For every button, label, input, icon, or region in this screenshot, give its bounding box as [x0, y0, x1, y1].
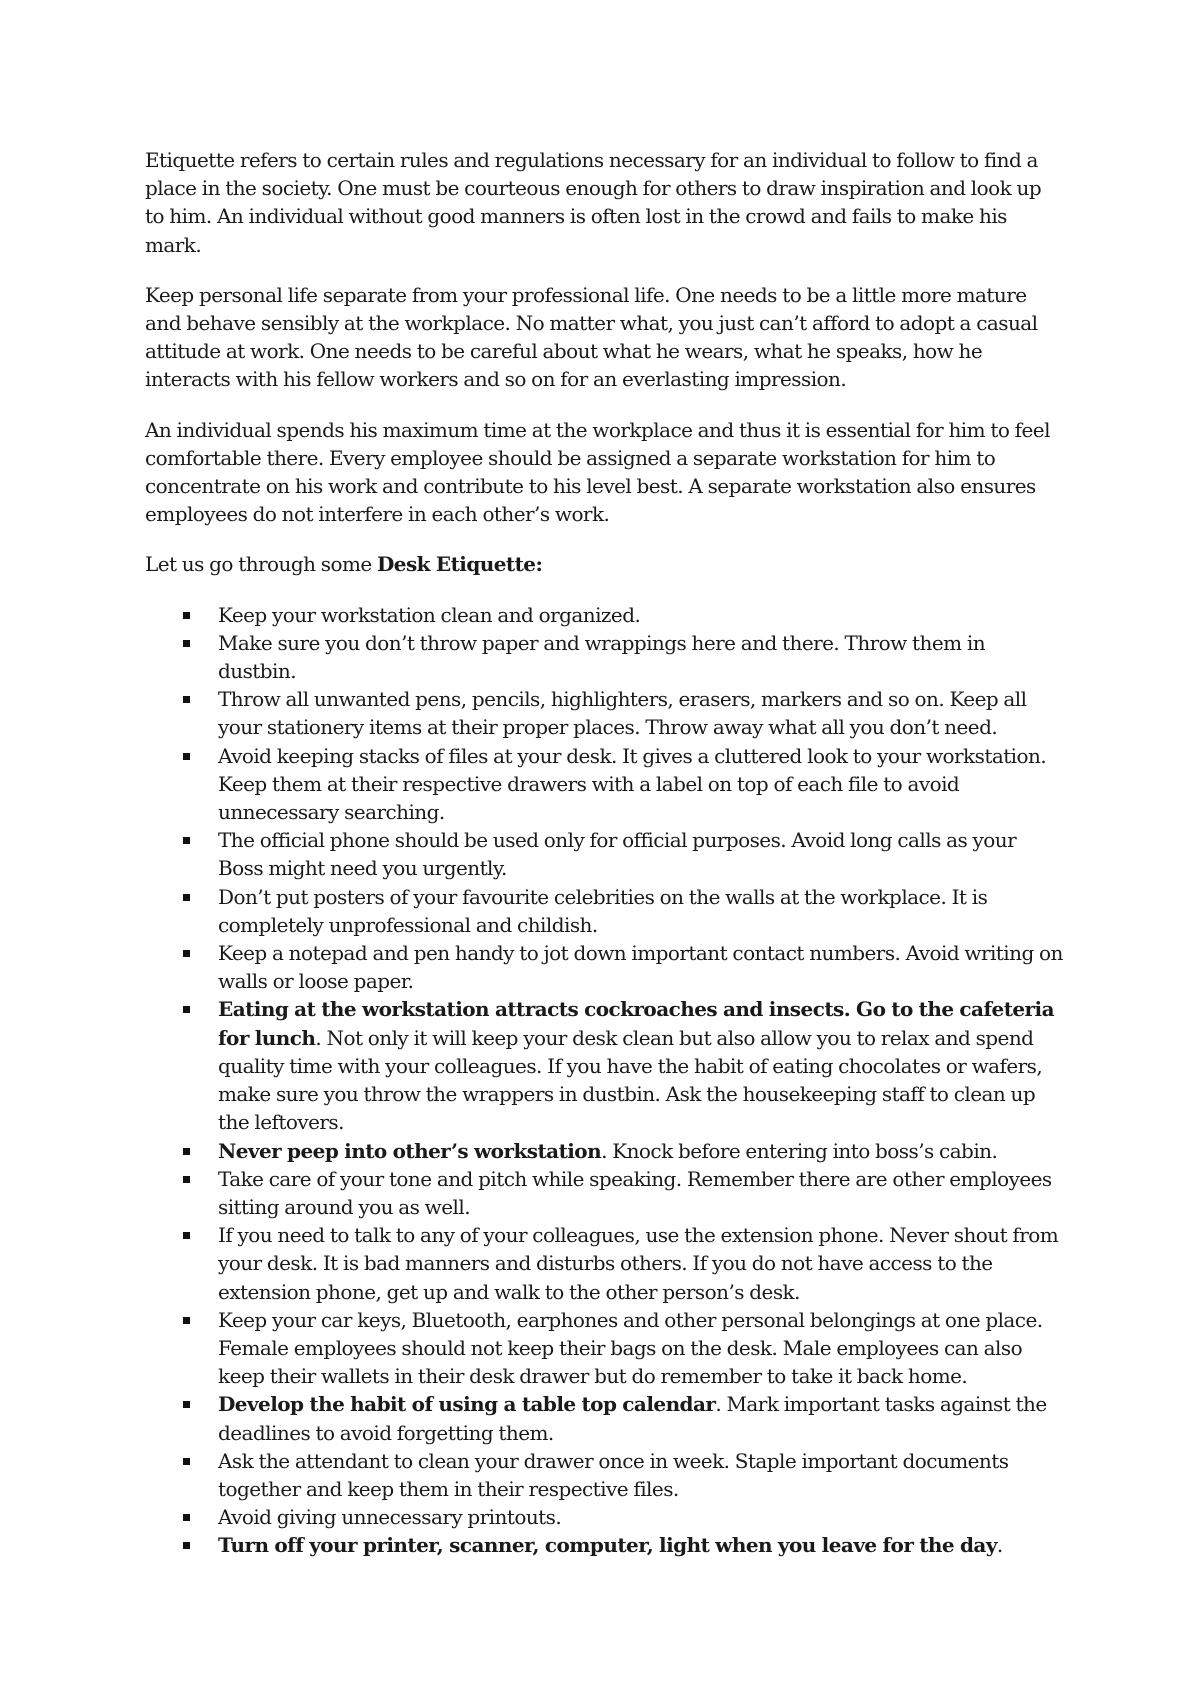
intro-text: Let us go through some — [145, 552, 377, 577]
list-item-text: . Knock before entering into boss’s cabin. — [601, 1138, 998, 1163]
list-item-text: . Not only it will keep your desk clean but also allow you to relax and spend quality time with your colleagues. If you have the habit of eating chocolates or wafers, make sure you throw the wrappers in dustbin. Ask the housekeeping staff to clean up the leftovers. — [218, 1025, 1043, 1135]
square-bullet-icon — [183, 1148, 190, 1155]
list-item-bold: Turn off your printer, scanner, computer, light when you leave for the day — [218, 1533, 997, 1558]
square-bullet-icon — [183, 1317, 190, 1324]
list-item — [145, 685, 1065, 741]
list-item — [145, 1165, 1065, 1221]
list-item — [145, 1390, 1065, 1446]
square-bullet-icon — [183, 640, 190, 647]
square-bullet-icon — [183, 894, 190, 901]
square-bullet-icon — [183, 612, 190, 619]
list-item — [145, 1221, 1065, 1306]
square-bullet-icon — [183, 1514, 190, 1521]
paragraph-3: An individual spends his maximum time at the workplace and thus it is essential for him to feel comfortable there. Every employee should be assigned a separate workstation for him to concentrate on his work and contribute to his level best. A separate workstation also ensures employees do not interfere in each other’s work. — [145, 417, 1050, 527]
square-bullet-icon — [183, 696, 190, 703]
list-item-text: The official phone should be used only for official purposes. Avoid long calls as your Boss might need you urgently. — [218, 828, 1017, 881]
list-item-text: Keep your workstation clean and organized. — [218, 602, 641, 627]
list-item — [145, 995, 1065, 1136]
list-item-bold: Develop the habit of using a table top calendar — [218, 1392, 716, 1417]
list-item — [145, 1531, 1065, 1559]
list-item — [145, 1306, 1065, 1391]
square-bullet-icon — [183, 753, 190, 760]
list-item — [145, 629, 1065, 685]
list-item-text: Keep a notepad and pen handy to jot down important contact numbers. Avoid writing on walls or loose paper. — [218, 941, 1063, 994]
list-item-text: Don’t put posters of your favourite celebrities on the walls at the workplace. It is completely unprofessional and childish. — [218, 884, 988, 937]
list-item-text: Keep your car keys, Bluetooth, earphones and other personal belongings at one place. Female employees should not keep their bags on the desk. Male employees can also keep their wallets in their desk drawer but do remember to take it back home. — [218, 1307, 1043, 1389]
list-item-text: Avoid keeping stacks of files at your desk. It gives a cluttered look to your workstation. Keep them at their respective drawers with a label on top of each file to avoid unnecessary searching. — [218, 743, 1047, 825]
list-item-text: Throw all unwanted pens, pencils, highlighters, erasers, markers and so on. Keep all your stationery items at their proper places. Throw away what all you don’t need. — [218, 687, 1027, 740]
list-item — [145, 742, 1065, 827]
list-item — [145, 1503, 1065, 1531]
square-bullet-icon — [183, 1458, 190, 1465]
square-bullet-icon — [183, 1542, 190, 1549]
list-item-text: Avoid giving unnecessary printouts. — [218, 1505, 562, 1530]
square-bullet-icon — [183, 1401, 190, 1408]
list-item — [145, 1447, 1065, 1503]
list-item-text: Make sure you don’t throw paper and wrappings here and there. Throw them in dustbin. — [218, 630, 986, 684]
list-item — [145, 826, 1065, 882]
square-bullet-icon — [183, 837, 190, 844]
square-bullet-icon — [183, 1232, 190, 1239]
list-item-text: Ask the attendant to clean your drawer once in week. Staple important documents together and keep them in their respective files. — [218, 1448, 1009, 1501]
document-page — [145, 146, 1065, 1560]
desk-etiquette-list — [145, 601, 1065, 1560]
list-item-text: . — [996, 1533, 1003, 1558]
list-item-text: Take care of your tone and pitch while speaking. Remember there are other employees sitting around you as well. — [218, 1166, 1052, 1219]
list-item — [145, 1137, 1065, 1165]
paragraph-2: Keep personal life separate from your professional life. One needs to be a little more mature and behave sensibly at the workplace. No matter what, you just can’t afford to adopt a casual attitude at work. One needs to be careful about what he wears, what he speaks, how he interacts with his fellow workers and so on for an everlasting impression. — [145, 282, 1038, 392]
list-item-bold: Eating at the workstation attracts cockroaches and insects. Go to the cafeteria for lunch — [218, 997, 1055, 1050]
square-bullet-icon — [183, 1006, 190, 1013]
list-item — [145, 883, 1065, 939]
square-bullet-icon — [183, 950, 190, 957]
intro-heading: Desk Etiquette: — [376, 552, 543, 577]
list-item — [145, 601, 1065, 629]
intro-line — [145, 550, 1065, 578]
paragraph-1: Etiquette refers to certain rules and regulations necessary for an individual to follow to find a place in the society. One must be courteous enough for others to draw inspiration and look up to him. An individual without good manners is often lost in the crowd and fails to make his mark. — [145, 148, 1042, 257]
list-item — [145, 939, 1065, 995]
square-bullet-icon — [183, 1176, 190, 1183]
list-item-text: . Mark important tasks against the deadlines to avoid forgetting them. — [218, 1392, 1047, 1445]
list-item-bold: Never peep into other’s workstation — [218, 1138, 602, 1163]
list-item-text: If you need to talk to any of your colleagues, use the extension phone. Never shout from your desk. It is bad manners and disturbs others. If you do not have access to the extension phone, get up and walk to the other person’s desk. — [218, 1223, 1059, 1304]
